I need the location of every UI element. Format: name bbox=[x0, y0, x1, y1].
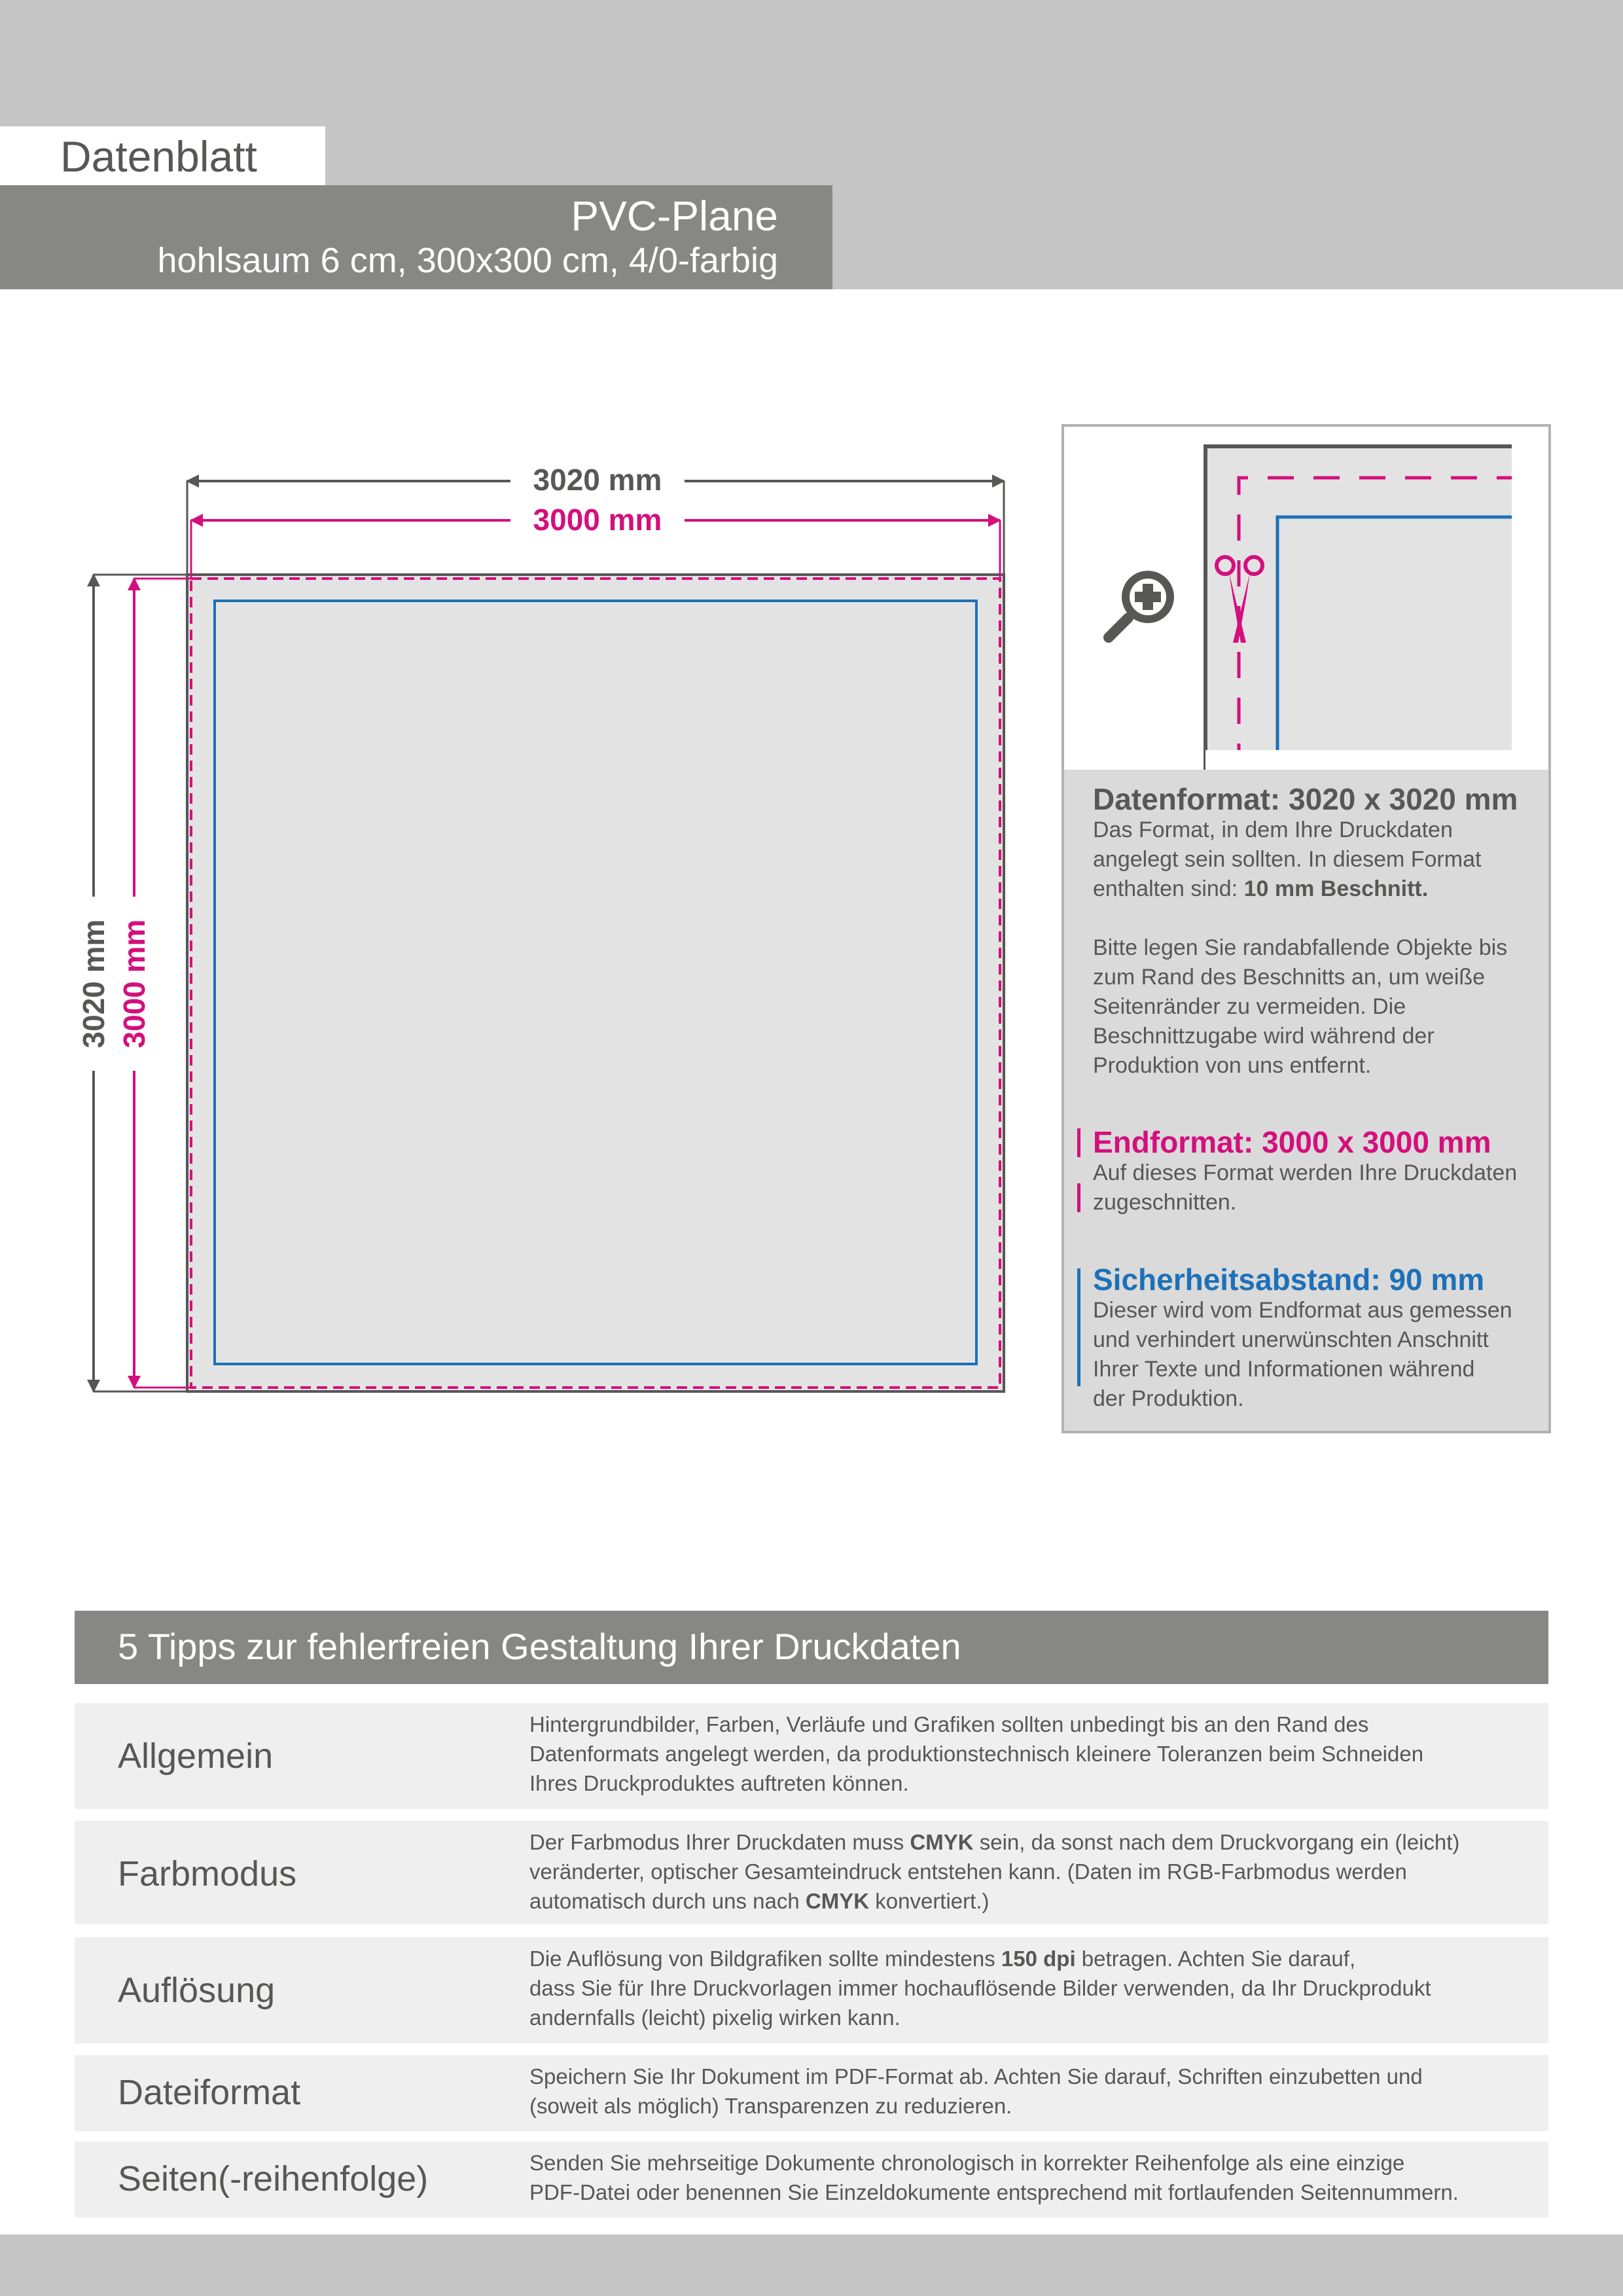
data-format-text: Das Format, in dem Ihre Druckdaten angelegt sein sollten. In diesem Format enthalten sind: 10 mm Beschnitt. Bitte legen Sie randabfallende Objekte bis zum Rand des Beschnitts an, um weiße Seitenränder zu vermeiden. Die Beschnittzugabe wird während der Produktion von uns entfernt. bbox=[1093, 817, 1508, 1078]
final-format-marker bbox=[1077, 1128, 1080, 1157]
format-diagram bbox=[0, 0, 1060, 1440]
tip-label: Farbmodus bbox=[118, 1854, 297, 1893]
scissors-icon bbox=[1213, 551, 1266, 649]
tip-row-color-mode bbox=[75, 1821, 1548, 1924]
tip-text: Die Auflösung von Bildgrafiken sollte mindestens 150 dpi betragen. Achten Sie darauf, dass Sie für Ihre Druckvorlagen immer hochauflösende Bilder verwenden, da Ihr Druckprodukt andernfalls (leicht) pixelig wirken kann. bbox=[529, 1946, 1431, 2030]
tip-label: Auflösung bbox=[118, 1971, 276, 2010]
final-format-text: Auf dieses Format werden Ihre Druckdaten zugeschnitten. bbox=[1093, 1160, 1518, 1215]
safety-marker bbox=[1077, 1268, 1080, 1386]
zoom-in-icon bbox=[1101, 562, 1185, 645]
tip-label: Seiten(-reihenfolge) bbox=[118, 2159, 429, 2198]
format-info-panel bbox=[1061, 770, 1551, 1433]
final-height-label: 3000 mm bbox=[117, 919, 151, 1049]
safety-text: Dieser wird vom Endformat aus gemessen und verhindert unerwünschten Anschnitt Ihrer Texte und Informationen während der Produktion. bbox=[1093, 1298, 1512, 1411]
data-format-title: Datenformat: 3020 x 3020 mm bbox=[1093, 782, 1518, 816]
tip-row-resolution bbox=[75, 1937, 1548, 2043]
tip-row-general bbox=[75, 1703, 1548, 1809]
corner-zoom-panel bbox=[1061, 424, 1551, 772]
tip-text: Hintergrundbilder, Farben, Verläufe und Grafiken sollten unbedingt bis an den Rand des Datenformats angelegt werden, da produktionstechnisch kleinere Toleranzen beim Schneiden Ihres Druckproduktes auftreten können. bbox=[529, 1712, 1424, 1795]
tip-label: Allgemein bbox=[118, 1736, 274, 1776]
tip-row-pages bbox=[75, 2142, 1548, 2217]
data-height-label: 3020 mm bbox=[77, 919, 111, 1049]
footer-bar bbox=[0, 2234, 1623, 2296]
tips-header bbox=[75, 1611, 1548, 1684]
final-format-marker-2 bbox=[1077, 1183, 1080, 1212]
product-title: PVC-Plane bbox=[571, 192, 778, 240]
data-width-label: 3020 mm bbox=[533, 463, 662, 497]
data-format-area bbox=[187, 575, 1004, 1391]
document-label-text: Datenblatt bbox=[60, 132, 257, 181]
tip-row-file-format bbox=[75, 2055, 1548, 2131]
tip-text: Der Farbmodus Ihrer Druckdaten muss CMYK sein, da sonst nach dem Druckvorgang ein (leicht) veränderter, optischer Gesamteindruck entstehen kann. (Daten im RGB-Farbmodus werden automatisch durch uns nach CMYK konvertiert.) bbox=[529, 1830, 1460, 1913]
tip-text: Senden Sie mehrseitige Dokumente chronologisch in korrekter Reihenfolge als eine einzige PDF-Datei oder benennen Sie Einzeldokumente entsprechend mit fortlaufenden Seitennummern. bbox=[529, 2151, 1459, 2204]
safety-title: Sicherheitsabstand: 90 mm bbox=[1093, 1263, 1485, 1297]
final-format-title: Endformat: 3000 x 3000 mm bbox=[1093, 1125, 1491, 1159]
tip-text: Speichern Sie Ihr Dokument im PDF-Format ab. Achten Sie darauf, Schriften einzubetten und (soweit als möglich) Transparenzen zu reduzieren. bbox=[529, 2064, 1423, 2118]
tips-title: 5 Tipps zur fehlerfreien Gestaltung Ihrer Druckdaten bbox=[118, 1626, 961, 1667]
tip-label: Dateiformat bbox=[118, 2073, 301, 2112]
product-subtitle: hohlsaum 6 cm, 300x300 cm, 4/0-farbig bbox=[157, 241, 778, 280]
final-width-label: 3000 mm bbox=[533, 503, 662, 537]
